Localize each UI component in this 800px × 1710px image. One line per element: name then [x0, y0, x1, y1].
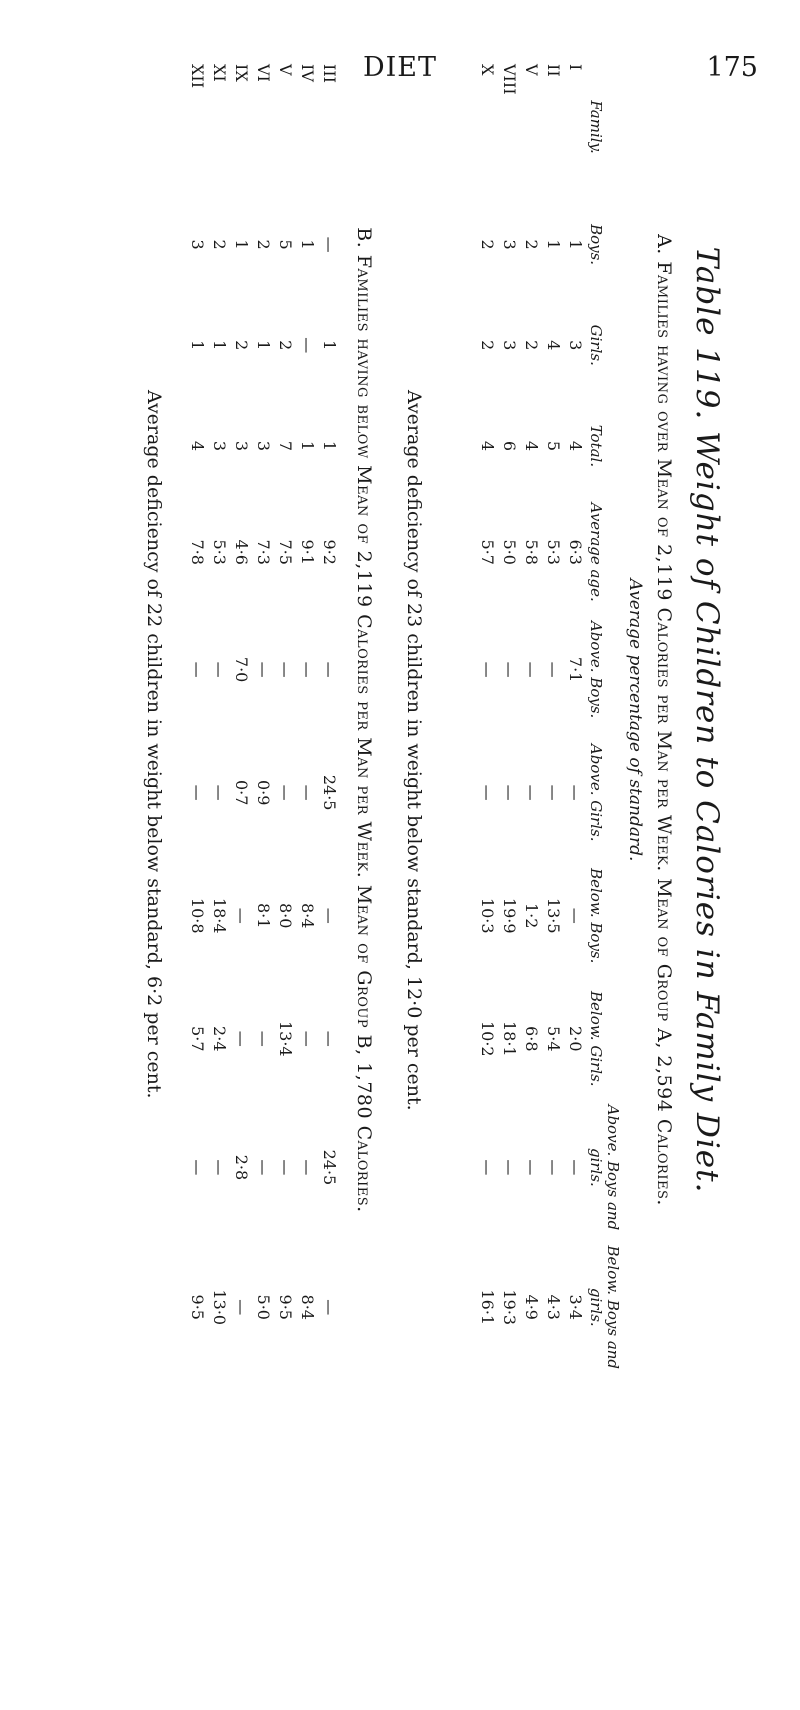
- cell-above-boys: —: [276, 661, 296, 678]
- cell-above-bg: —: [210, 1159, 230, 1176]
- cell-below-boys: 19·9: [500, 897, 519, 934]
- section-b-heading: B. Families having below Mean of 2,119 Calories per Man per Week. Mean of Group B, 1,780 Calories.: [353, 227, 375, 1213]
- cell-age: 7·5: [276, 539, 296, 565]
- cell-below-girls: —: [320, 1030, 340, 1047]
- cell-total: 4: [478, 440, 497, 451]
- col-below-girls: Below. Girls.: [586, 991, 605, 1087]
- cell-below-boys: 18·4: [210, 897, 230, 934]
- cell-boys: 1: [566, 239, 585, 250]
- cell-above-girls: —: [500, 784, 519, 801]
- cell-above-girls: —: [210, 784, 230, 801]
- cell-age: 5·7: [478, 539, 497, 565]
- cell-above-bg: —: [566, 1159, 585, 1176]
- cell-above-boys: —: [320, 661, 340, 678]
- cell-above-boys: 7·0: [232, 656, 252, 683]
- cell-above-girls: —: [522, 784, 541, 801]
- cell-below-boys: —: [566, 907, 585, 924]
- cell-above-bg: 24·5: [320, 1149, 340, 1186]
- cell-girls: 1: [320, 340, 340, 351]
- cell-age: 5·3: [210, 539, 230, 565]
- cell-below-boys: 8·4: [298, 903, 318, 929]
- cell-family: XII: [188, 64, 208, 89]
- rotated-table: [35, 60, 725, 1380]
- cell-above-boys: —: [210, 661, 230, 678]
- cell-below-bg: 13·0: [210, 1289, 230, 1326]
- cell-boys: 5: [276, 239, 296, 250]
- cell-below-bg: 3·4: [566, 1294, 585, 1320]
- cell-total: 4: [522, 440, 541, 451]
- col-above-boys: Above. Boys.: [586, 620, 605, 719]
- cell-above-bg: 2·8: [232, 1154, 252, 1181]
- cell-age: 4·6: [232, 539, 252, 565]
- cell-family: XI: [210, 64, 230, 82]
- cell-above-bg: —: [544, 1159, 563, 1176]
- col-above-boys-girls: Above. Boys and girls.: [586, 1104, 622, 1231]
- cell-age: 5·3: [544, 539, 563, 565]
- cell-above-boys: —: [188, 661, 208, 678]
- cell-girls: 2: [276, 340, 296, 351]
- col-below-boys-girls: Below. Boys and girls.: [586, 1245, 622, 1370]
- cell-girls: 2: [522, 340, 541, 351]
- cell-below-boys: 1·2: [522, 903, 541, 929]
- cell-above-bg: —: [522, 1159, 541, 1176]
- cell-below-boys: 10·8: [188, 897, 208, 934]
- cell-below-girls: 2·0: [566, 1026, 585, 1052]
- cell-below-bg: 16·1: [478, 1289, 497, 1326]
- cell-family: I: [566, 64, 585, 71]
- cell-age: 7·3: [254, 539, 274, 565]
- table-row: [521, 60, 543, 1380]
- cell-above-boys: —: [522, 661, 541, 678]
- cell-total: 5: [544, 440, 563, 451]
- section-a-subheading: Average percentage of standard.: [625, 578, 645, 862]
- table-row: [543, 60, 565, 1380]
- cell-boys: 2: [478, 239, 497, 250]
- col-boys: Boys.: [586, 224, 605, 266]
- cell-boys: 2: [254, 239, 274, 250]
- cell-age: 7·8: [188, 539, 208, 565]
- cell-above-girls: 0·9: [254, 779, 274, 806]
- cell-above-girls: —: [478, 784, 497, 801]
- cell-above-bg: —: [254, 1159, 274, 1176]
- cell-below-girls: 6·8: [522, 1026, 541, 1052]
- section-a-note: Average deficiency of 23 children in weight below standard, 12·0 per cent.: [403, 390, 425, 1111]
- cell-below-girls: —: [232, 1030, 252, 1047]
- table-row: [565, 60, 587, 1380]
- cell-below-girls: —: [298, 1030, 318, 1047]
- section-a-header-row: [587, 60, 622, 1380]
- cell-family: X: [478, 64, 497, 76]
- cell-family: II: [544, 64, 563, 77]
- cell-girls: 1: [188, 340, 208, 351]
- cell-below-boys: 8·0: [276, 903, 296, 929]
- section-a-heading: A. Families having over Mean of 2,119 Calories per Man per Week. Mean of Group A, 2,594 Calories.: [653, 234, 675, 1206]
- cell-above-bg: —: [298, 1159, 318, 1176]
- table-row: [209, 60, 231, 1380]
- cell-above-bg: —: [276, 1159, 296, 1176]
- cell-family: VIII: [500, 64, 519, 95]
- cell-below-bg: 8·4: [298, 1294, 318, 1320]
- table-title: Table 119. Weight of Children to Calories in Family Diet.: [689, 246, 725, 1194]
- cell-above-boys: —: [298, 661, 318, 678]
- cell-age: 5·0: [500, 539, 519, 565]
- table-row: [231, 60, 253, 1380]
- cell-girls: 2: [478, 340, 497, 351]
- section-a-table: [477, 60, 622, 1380]
- cell-above-boys: 7·1: [566, 656, 585, 683]
- cell-below-girls: 13·4: [276, 1020, 296, 1057]
- cell-below-girls: 10·2: [478, 1020, 497, 1057]
- cell-boys: 3: [500, 239, 519, 250]
- cell-above-boys: —: [478, 661, 497, 678]
- cell-below-bg: —: [320, 1299, 340, 1316]
- section-b-note: Average deficiency of 22 children in weight below standard, 6·2 per cent.: [143, 390, 165, 1099]
- cell-family: V: [522, 64, 541, 76]
- cell-below-girls: 2·4: [210, 1026, 230, 1052]
- cell-above-girls: —: [188, 784, 208, 801]
- col-above-girls: Above. Girls.: [586, 743, 605, 842]
- cell-above-girls: 0·7: [232, 779, 252, 806]
- cell-above-bg: —: [500, 1159, 519, 1176]
- cell-below-girls: 5·7: [188, 1026, 208, 1052]
- cell-boys: 3: [188, 239, 208, 250]
- cell-below-boys: —: [320, 907, 340, 924]
- cell-boys: 2: [210, 239, 230, 250]
- cell-above-boys: —: [254, 661, 274, 678]
- section-b-table: [187, 60, 341, 1380]
- cell-family: IV: [298, 64, 318, 82]
- cell-age: 9·2: [320, 539, 340, 565]
- cell-age: 9·1: [298, 539, 318, 565]
- cell-boys: 1: [232, 239, 252, 250]
- cell-boys: 2: [522, 239, 541, 250]
- cell-total: 4: [566, 440, 585, 451]
- cell-total: 7: [276, 440, 296, 451]
- cell-below-boys: —: [232, 907, 252, 924]
- cell-above-boys: —: [500, 661, 519, 678]
- cell-total: 1: [320, 440, 340, 451]
- cell-girls: 2: [232, 340, 252, 351]
- cell-total: 3: [254, 440, 274, 451]
- cell-girls: —: [298, 337, 318, 354]
- col-family: Family.: [586, 100, 605, 154]
- cell-boys: 1: [544, 239, 563, 250]
- cell-below-boys: 8·1: [254, 903, 274, 929]
- cell-below-boys: 10·3: [478, 897, 497, 934]
- cell-below-bg: 9·5: [276, 1294, 296, 1320]
- cell-girls: 3: [500, 340, 519, 351]
- cell-girls: 1: [210, 340, 230, 351]
- cell-age: 6·3: [566, 539, 585, 565]
- cell-below-girls: —: [254, 1030, 274, 1047]
- cell-above-girls: —: [276, 784, 296, 801]
- cell-above-bg: —: [188, 1159, 208, 1176]
- table-row: [275, 60, 297, 1380]
- cell-below-boys: 13·5: [544, 897, 563, 934]
- cell-below-bg: 4·3: [544, 1294, 563, 1320]
- cell-family: V: [276, 64, 296, 76]
- cell-total: 6: [500, 440, 519, 451]
- cell-below-bg: —: [232, 1299, 252, 1316]
- cell-below-bg: 19·3: [500, 1289, 519, 1326]
- cell-total: 4: [188, 440, 208, 451]
- table-row: [477, 60, 499, 1380]
- col-average-age: Average age.: [586, 502, 605, 602]
- cell-above-girls: —: [566, 784, 585, 801]
- cell-below-bg: 5·0: [254, 1294, 274, 1320]
- col-total: Total.: [586, 424, 605, 468]
- cell-total: 3: [232, 440, 252, 451]
- cell-above-girls: 24·5: [320, 774, 340, 811]
- cell-age: 5·8: [522, 539, 541, 565]
- cell-family: VI: [254, 64, 274, 82]
- cell-above-bg: —: [478, 1159, 497, 1176]
- cell-family: IX: [232, 64, 252, 82]
- cell-below-girls: 18·1: [500, 1020, 519, 1057]
- table-row: [297, 60, 319, 1380]
- cell-family: III: [320, 64, 340, 83]
- cell-below-bg: 9·5: [188, 1294, 208, 1320]
- cell-below-bg: 4·9: [522, 1294, 541, 1320]
- cell-below-girls: 5·4: [544, 1026, 563, 1052]
- cell-girls: 4: [544, 340, 563, 351]
- cell-above-boys: —: [544, 661, 563, 678]
- table-row: [319, 60, 341, 1380]
- cell-above-girls: —: [544, 784, 563, 801]
- table-row: [253, 60, 275, 1380]
- col-girls: Girls.: [586, 324, 605, 366]
- cell-total: 3: [210, 440, 230, 451]
- table-row: [499, 60, 521, 1380]
- cell-girls: 1: [254, 340, 274, 351]
- cell-girls: 3: [566, 340, 585, 351]
- table-row: [187, 60, 209, 1380]
- cell-above-girls: —: [298, 784, 318, 801]
- cell-boys: 1: [298, 239, 318, 250]
- col-below-boys: Below. Boys.: [586, 868, 605, 964]
- cell-total: 1: [298, 440, 318, 451]
- running-head: DIET: [362, 52, 438, 83]
- page-number: 175: [706, 52, 758, 83]
- cell-boys: —: [320, 236, 340, 253]
